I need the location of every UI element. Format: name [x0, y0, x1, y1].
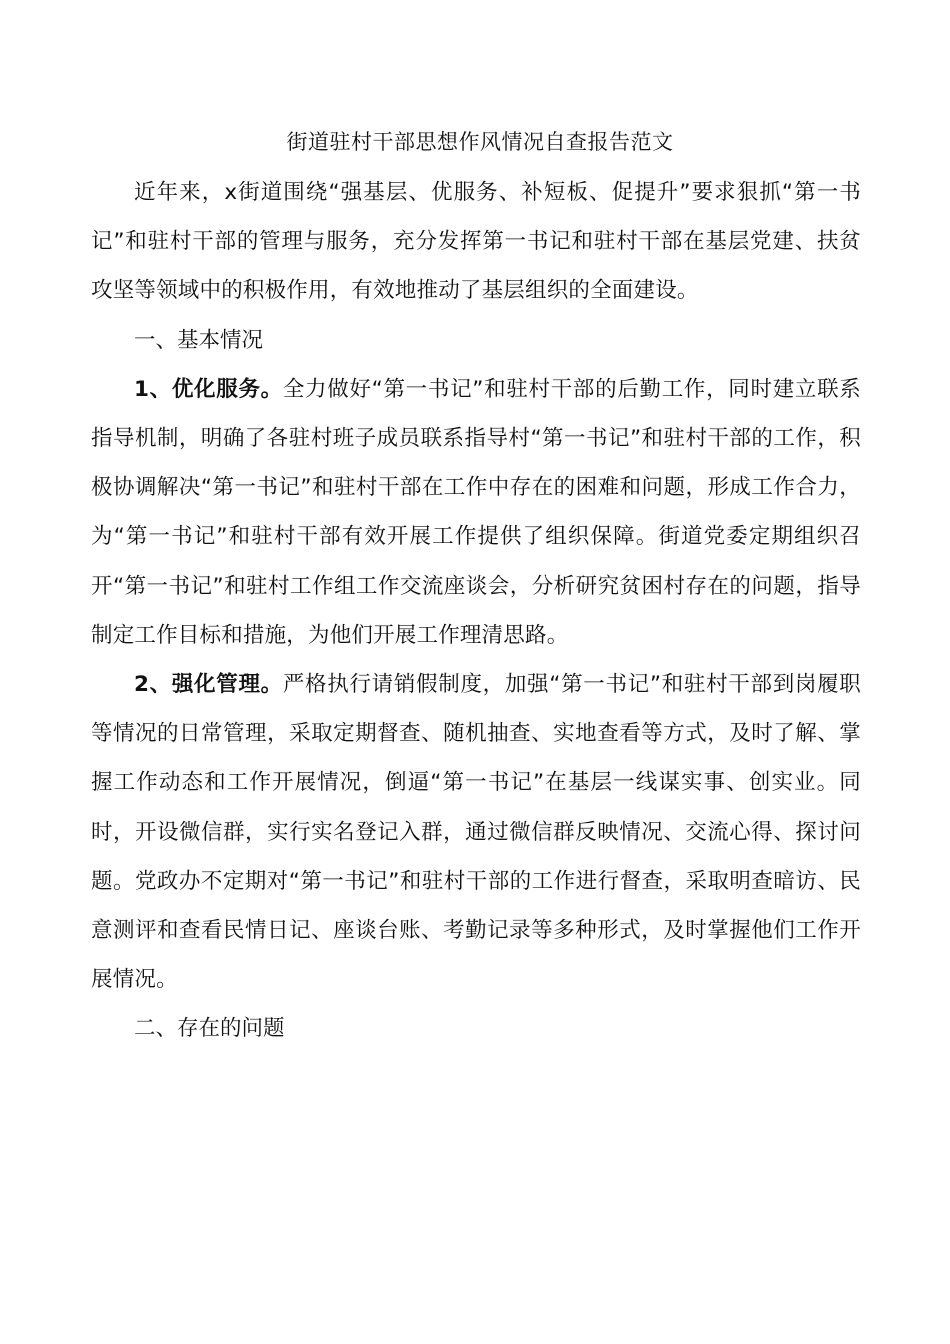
- document-page: [91, 118, 861, 1054]
- section-heading-problems: 二、存在的问题: [134, 1016, 285, 1042]
- document-title: 街道驻村干部思想作风情况自查报告范文: [286, 130, 674, 154]
- section-heading-basic: 一、基本情况: [134, 327, 264, 353]
- intro-paragraph: 近年来，x街道围绕“强基层、优服务、补短板、促提升”要求狠抓“第一书记”和驻村干部的管理与服务，充分发挥第一书记和驻村干部在基层党建、扶贫攻坚等领域中的积极作用，有效地推动了基层组织的全面建设。: [91, 180, 861, 304]
- item-optimize-service-lead: 1、优化服务。: [134, 376, 283, 402]
- item-optimize-service: [91, 365, 861, 660]
- item-strengthen-management-lead: 2、强化管理。: [134, 672, 283, 698]
- item-strengthen-management-text: 严格执行请销假制度，加强“第一书记”和驻村干部到岗履职等情况的日常管理，采取定期督查、随机抽查、实地查看等方式，及时了解、掌握工作动态和工作开展情况，倒逼“第一书记”在基层一线谋实事、创实业。同时，开设微信群，实行实名登记入群，通过微信群反映情况、交流心得、探讨问题。党政办不定期对“第一书记”和驻村干部的工作进行督查，采取明查暗访、民意测评和查看民情日记、座谈台账、考勤记录等多种形式，及时掌握他们工作开展情况。: [91, 672, 861, 993]
- item-optimize-service-text: 全力做好“第一书记”和驻村干部的后勤工作，同时建立联系指导机制，明确了各驻村班子成员联系指导村“第一书记”和驻村干部的工作，积极协调解决“第一书记”和驻村干部在工作中存在的困难和问题，形成工作合力，为“第一书记”和驻村干部有效开展工作提供了组织保障。街道党委定期组织召开“第一书记”和驻村工作组工作交流座谈会，分析研究贫困村存在的问题，指导制定工作目标和措施，为他们开展工作理清思路。: [91, 376, 861, 648]
- item-strengthen-management: [91, 660, 861, 1004]
